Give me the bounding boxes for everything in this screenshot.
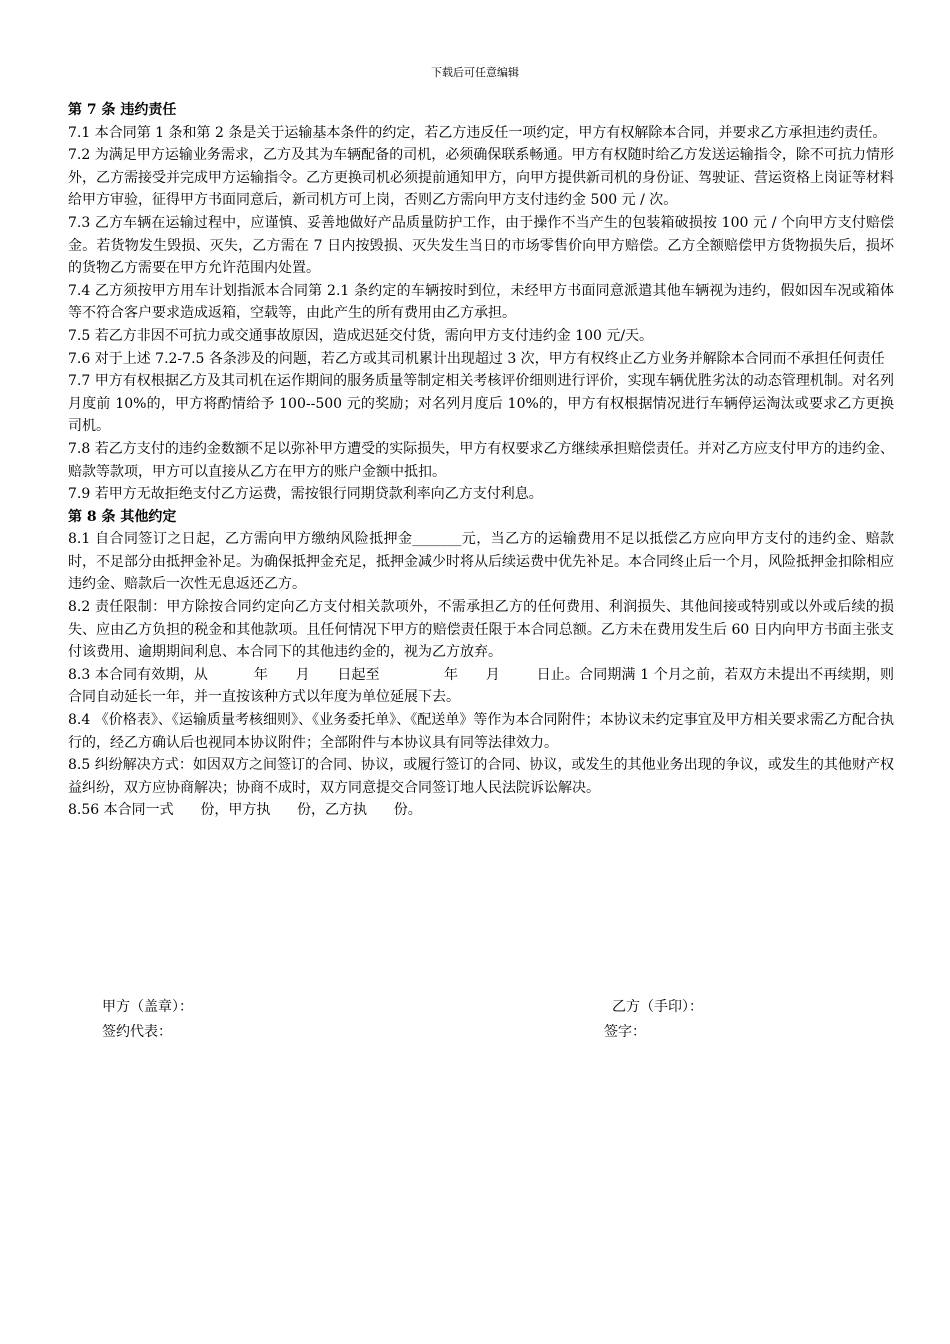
- signature-row-sign: [102, 1021, 762, 1043]
- clause-8-5: 8.5 纠纷解决方式：如因双方之间签订的合同、协议，或履行签订的合同、协议，或发生的其他业务出现的争议，或发生的其他财产权益纠纷，双方应协商解决；协商不成时，双方同意提交合同签订地人民法院诉讼解决。: [68, 757, 894, 796]
- clause-8-56: 8.56 本合同一式 份，甲方执 份，乙方执 份。: [68, 802, 422, 819]
- clause-7-6: 7.6 对于上述 7.2-7.5 各条涉及的问题，若乙方或其司机累计出现超过 3 次，甲方有权终止乙方业务并解除本合同而不承担任何责任: [68, 350, 885, 367]
- clause-8-1: 8.1 自合同签订之日起，乙方需向甲方缴纳风险抵押金_______元，当乙方的运输费用不足以抵偿乙方应向甲方支付的违约金、赔款时，不足部分由抵押金补足。为确保抵押金充足，抵押金减少时将从后续运费中优先补足。本合同终止后一个月，风险抵押金扣除相应违约金、赔款后一次性无息返还乙方。: [68, 531, 894, 593]
- clause-7-9: 7.9 若甲方无故拒绝支付乙方运费，需按银行同期贷款利率向乙方支付利息。: [68, 486, 543, 503]
- clause-7-5: 7.5 若乙方非因不可抗力或交通事故原因，造成迟延交付货，需向甲方支付违约金 100 元/天。: [68, 327, 654, 344]
- party-b-seal-label: 乙方（手印）：: [612, 999, 703, 1015]
- clause-7-4: 7.4 乙方须按甲方用车计划指派本合同第 2.1 条约定的车辆按时到位，未经甲方书面同意派遣其他车辆视为违约，假如因车况或箱体等不符合客户要求造成返箱，空载等，由此产生的所有费用由乙方承担。: [68, 282, 894, 322]
- clause-8-4: 8.4 《价格表》、《运输质量考核细则》、《业务委托单》、《配送单》等作为本合同附件；本协议未约定事宜及甲方相关要求需乙方配合执行的，经乙方确认后也视同本协议附件；全部附件与本协议具有同等法律效力。: [68, 712, 894, 751]
- clause-7-3: 7.3 乙方车辆在运输过程中，应谨慎、妥善地做好产品质量防护工作，由于操作不当产生的包装箱破损按 100 元 / 个向甲方支付赔偿金。若货物发生毁损、灭失，乙方需在 7 日内按毁损、灭失发生当日的市场零售价向甲方赔偿。乙方全额赔偿甲方货物损失后，损坏的货物乙方需要在甲方允许范围内处置。: [68, 214, 894, 277]
- section-7-title: 第 7 条 违约责任: [68, 102, 177, 118]
- party-b-sign-label: 签字：: [604, 1024, 646, 1040]
- party-a-seal-label: 甲方（盖章）：: [102, 999, 193, 1015]
- clause-8-2: 8.2 责任限制：甲方除按合同约定向乙方支付相关款项外，不需承担乙方的任何费用、利润损失、其他间接或特别或以外或后续的损失、应由乙方负担的税金和其他款项。且任何情况下甲方的赔偿责任限于本合同总额。乙方未在费用发生后 60 日内向甲方书面主张支付该费用、逾期期间利息、本合同下的其他违约金的，视为乙方放弃。: [68, 599, 894, 661]
- signature-row-seal: [102, 996, 762, 1018]
- section-8-title: 第 8 条 其他约定: [68, 508, 177, 525]
- clause-7-8: 7.8 若乙方支付的违约金数额不足以弥补甲方遭受的实际损失，甲方有权要求乙方继续承担赔偿责任。并对乙方应支付甲方的违约金、赔款等款项，甲方可以直接从乙方在甲方的账户金额中抵扣。: [68, 440, 894, 480]
- header-note: 下载后可任意编辑: [431, 66, 519, 79]
- clause-8-3: 8.3 本合同有效期，从 年 月 日起至 年 月 日止。合同期满 1 个月之前，若双方未提出不再续期，则合同自动延长一年，并一直按该种方式以年度为单位延展下去。: [68, 666, 894, 706]
- clause-7-7: 7.7 甲方有权根据乙方及其司机在运作期间的服务质量等制定相关考核评价细则进行评价，实现车辆优胜劣汰的动态管理机制。对名列月度前 10%的，甲方将酌情给予 100--500 元的奖励；对名列月度后 10%的，甲方有权根据情况进行车辆停运淘汰或要求乙方更换司机。: [68, 373, 894, 435]
- clause-7-1: 7.1 本合同第 1 条和第 2 条是关于运输基本条件的约定，若乙方违反任一项约定，甲方有权解除本合同，并要求乙方承担违约责任。: [68, 124, 887, 141]
- clause-7-2: 7.2 为满足甲方运输业务需求，乙方及其为车辆配备的司机，必须确保联系畅通。甲方有权随时给乙方发送运输指令，除不可抗力情形外，乙方需接受并完成甲方运输指令。乙方更换司机必须提前通知甲方，向甲方提供新司机的身份证、驾驶证、营运资格上岗证等材料给甲方审验，征得甲方书面同意后，新司机方可上岗，否则乙方需向甲方支付违约金 500 元 / 次。: [68, 147, 894, 209]
- party-a-rep-label: 签约代表：: [102, 1024, 172, 1040]
- contract-body: [68, 99, 894, 822]
